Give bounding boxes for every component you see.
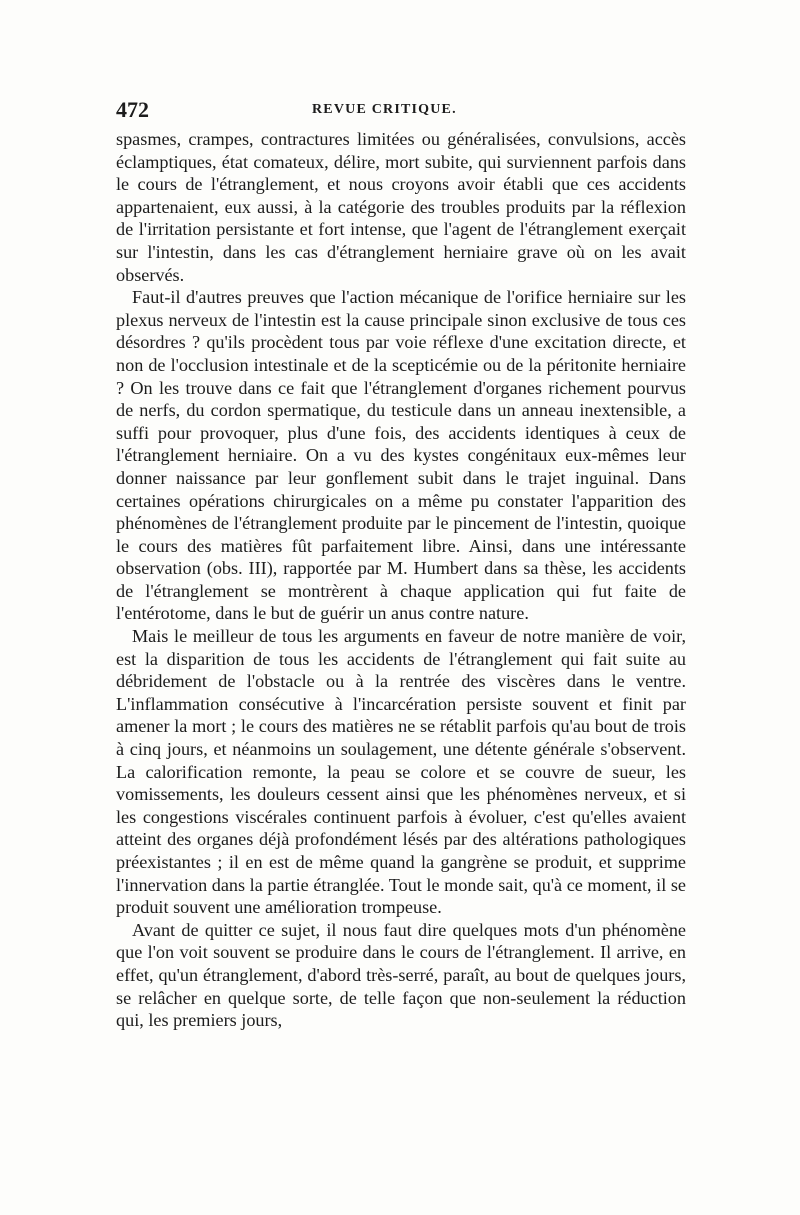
page-number: 472 xyxy=(116,97,149,122)
running-title: REVUE CRITIQUE. xyxy=(312,102,457,117)
body-text xyxy=(116,128,686,1032)
page-header xyxy=(116,97,690,123)
paragraph-4: Avant de quitter ce sujet, il nous faut dire quelques mots d'un phénomène que l'on voit souvent se produire dans le cours de l'étranglement. Il arrive, en effet, qu'un étranglement, d'abord très-serré, paraît, au bout de quelques jours, se relâcher en quelque sorte, de telle façon que non-seulement la réduction qui, les premiers jours, xyxy=(116,919,686,1031)
paragraph-2: Faut-il d'autres preuves que l'action mécanique de l'orifice herniaire sur les plexus nerveux de l'intestin est la cause principale sinon exclusive de tous ces désordres ? qu'ils procèdent tous par voie réflexe d'une excitation directe, et non de l'occlusion intestinale et de la scepticémie ou de la péritonite herniaire ? On les trouve dans ce fait que l'étranglement d'organes richement pourvus de nerfs, du cordon spermatique, du testicule dans un anneau inextensible, a suffi pour provoquer, plus d'une fois, des accidents identiques à ceux de l'étranglement herniaire. On a vu des kystes congénitaux eux-mêmes leur donner naissance par leur gonflement subit dans le trajet inguinal. Dans certaines opérations chirurgicales on a même pu constater l'apparition des phénomènes de l'étranglement produite par le pincement de l'intestin, quoique le cours des matières fût parfaitement libre. Ainsi, dans une intéressante observation (obs. III), rapportée par M. Humbert dans sa thèse, les accidents de l'étranglement se montrèrent à chaque application qui fut faite de l'entérotome, dans le but de guérir un anus contre nature. xyxy=(116,287,686,624)
paragraph-3: Mais le meilleur de tous les arguments en faveur de notre manière de voir, est la disparition de tous les accidents de l'étranglement qui fait suite au débridement de l'obstacle ou à la rentrée des viscères dans le ventre. L'inflammation consécutive à l'incarcération persiste souvent et finit par amener la mort ; le cours des matières ne se rétablit parfois qu'au bout de trois à cinq jours, et néanmoins un soulagement, une détente générale s'observent. La calorification remonte, la peau se colore et se couvre de sueur, les vomissements, les douleurs cessent ainsi que les phénomènes nerveux, et si les congestions viscérales continuent parfois à évoluer, c'est qu'elles avaient atteint des organes déjà profondément lésés par des altérations pathologiques préexistantes ; il en est de même quand la gangrène se produit, et supprime l'innervation dans la partie étranglée. Tout le monde sait, qu'à ce moment, il se produit souvent une amélioration trompeuse. xyxy=(116,626,686,918)
paragraph-1: spasmes, crampes, contractures limitées ou généralisées, convulsions, accès éclamptiques, état comateux, délire, mort subite, qui surviennent parfois dans le cours de l'étranglement, et nous croyons avoir établi que ces accidents appartenaient, eux aussi, à la catégorie des troubles produits par la réflexion de l'irritation persistante et fort intense, que l'agent de l'étranglement exerçait sur l'intestin, dans les cas d'étranglement herniaire grave où on les avait observés. xyxy=(116,129,686,285)
